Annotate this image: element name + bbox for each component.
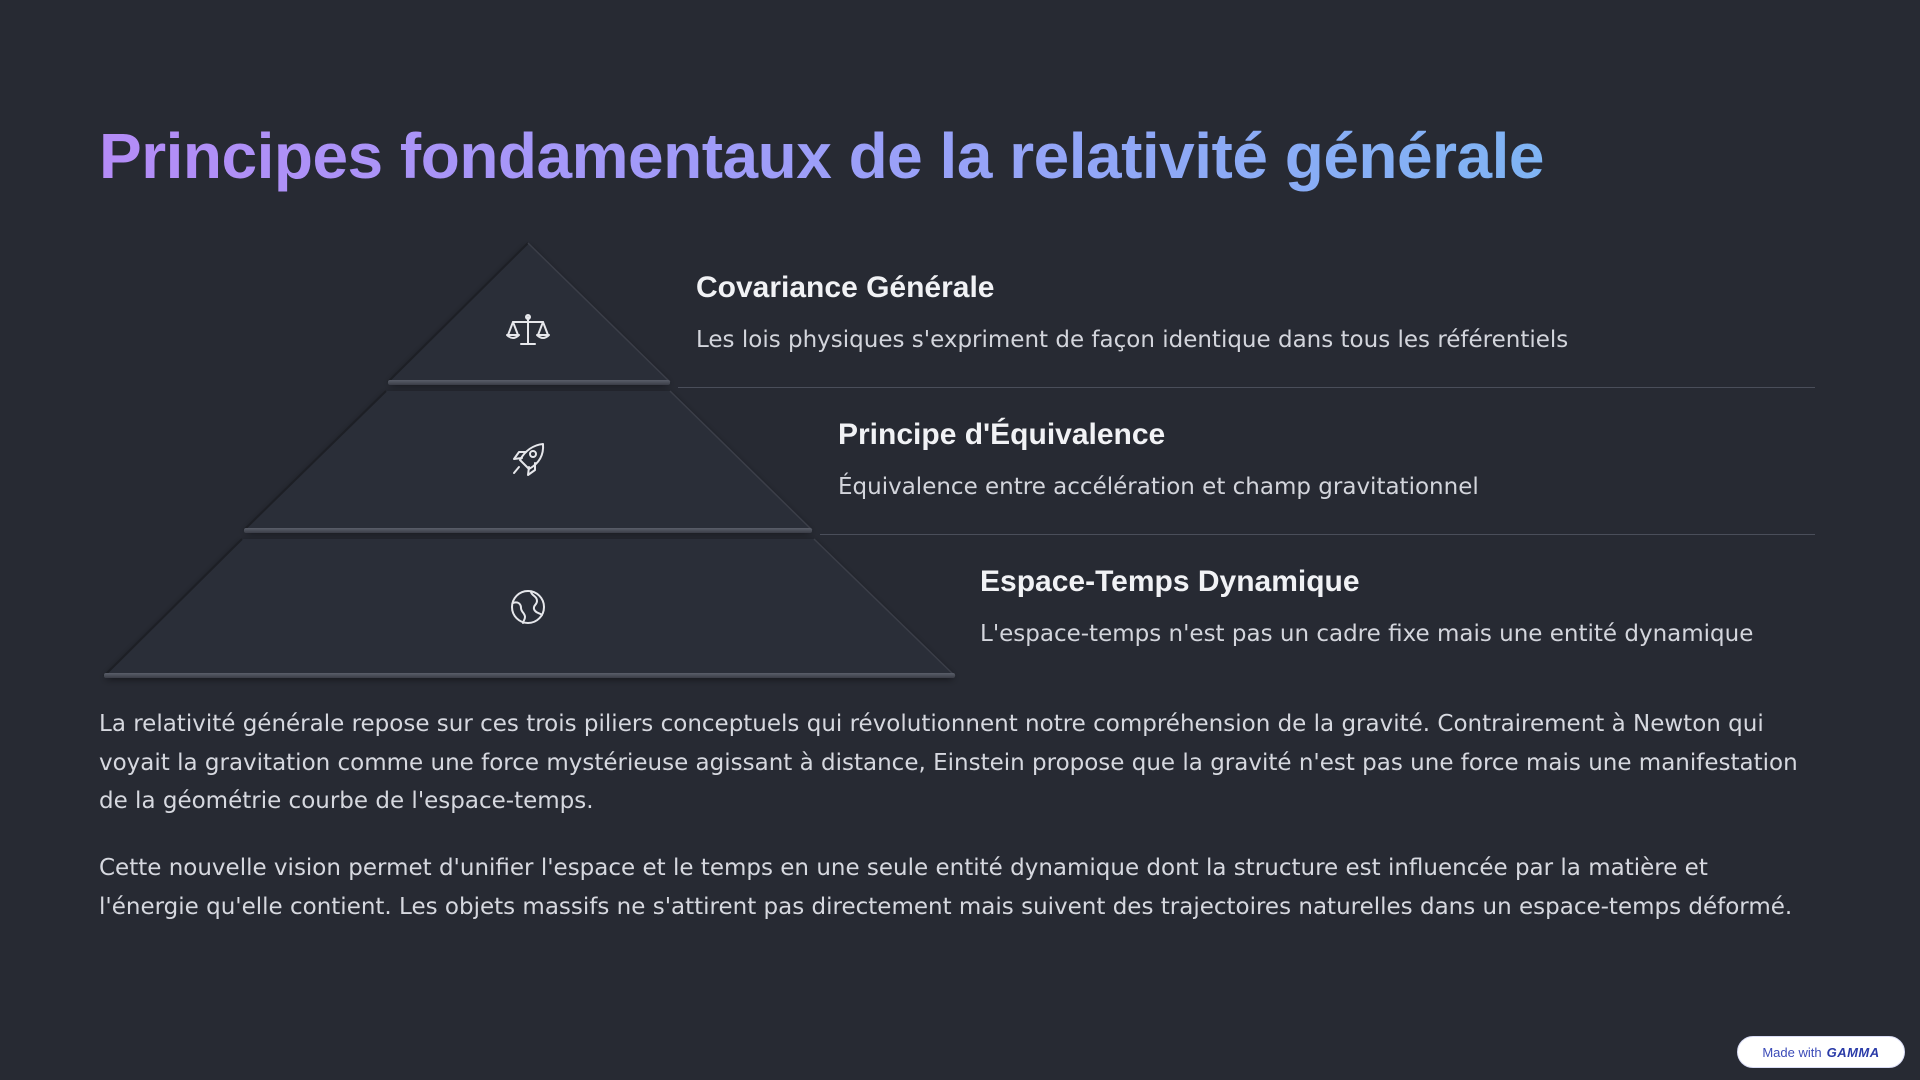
tier-heading-covariance: Covariance Générale [696, 271, 995, 304]
tier-heading-espace-temps: Espace-Temps Dynamique [980, 565, 1360, 598]
pyramid-tier-middle [244, 391, 812, 533]
body-paragraph: Cette nouvelle vision permet d'unifier l'espace et le temps en une seule entité dynamique dont la structure est influencée par la matière et l'énergie qu'elle contient. Les objets massifs ne s'attirent pas directement mais suivent des trajectoires naturelles dans un espace-temps déformé. [99, 855, 1793, 920]
tier-divider [678, 387, 1815, 388]
pyramid-tier-bottom [104, 539, 955, 678]
tier-heading-equivalence: Principe d'Équivalence [838, 418, 1166, 451]
page-title: Principes fondamentaux de la relativité générale [99, 112, 1544, 200]
tier-description-covariance: Les lois physiques s'expriment de façon identique dans tous les référentiels [696, 327, 1569, 353]
made-with-gamma-badge[interactable] [1737, 1036, 1905, 1068]
pyramid-tier-middle-shape [244, 391, 812, 530]
tier-divider [820, 534, 1815, 535]
gamma-logo: GAMMA [1826, 1044, 1880, 1060]
pyramid-tier-top-shape [388, 243, 670, 382]
body-paragraph: La relativité générale repose sur ces trois piliers conceptuels qui révolutionnent notre compréhension de la gravité. Contrairement à Newton qui voyait la gravitation comme une force mystérieuse agissant à distance, Einstein propose que la gravité n'est pas une force mais une manifestation de la géométrie courbe de l'espace-temps. [99, 711, 1798, 814]
badge-prefix: Made with [1762, 1044, 1822, 1060]
tier-description-equivalence: Équivalence entre accélération et champ gravitationnel [838, 474, 1479, 500]
pyramid-tier-top [388, 243, 670, 385]
pyramid-tier-bottom-shape [104, 539, 955, 676]
tier-description-espace-temps: L'espace-temps n'est pas un cadre fixe mais une entité dynamique [980, 621, 1754, 647]
